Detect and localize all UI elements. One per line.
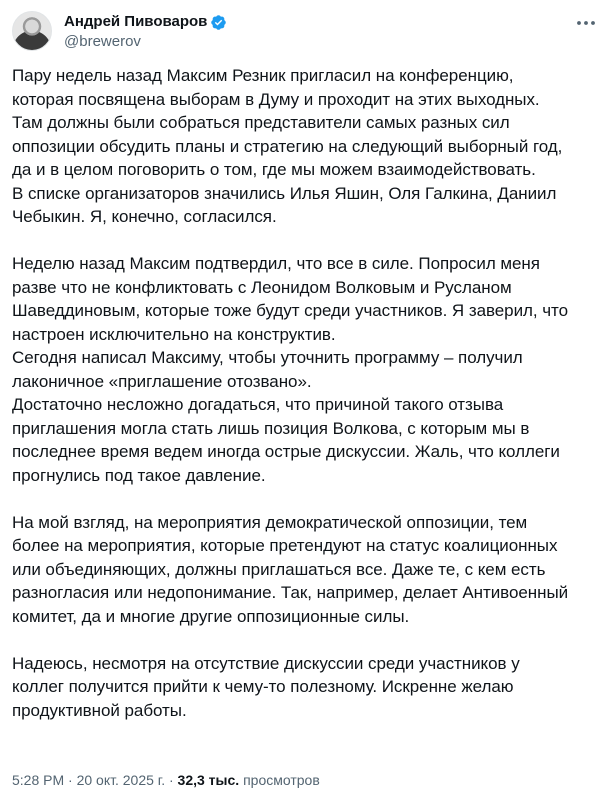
text-line: более на мероприятия, которые претендуют на статус коалиционных xyxy=(12,536,558,555)
text-line: На мой взгляд, на мероприятия демократической оппозиции, тем xyxy=(12,512,528,532)
post-text xyxy=(12,64,602,722)
text-line: лаконичное «приглашение отозвано». xyxy=(12,371,312,391)
meta-separator: · xyxy=(64,772,77,788)
text-line: Надеюсь, несмотря на отсутствие дискуссии среди участников у xyxy=(12,653,520,673)
text-line: Достаточно несложно догадаться, что причиной такого отзыва xyxy=(12,395,504,414)
paragraph-4 xyxy=(12,652,602,723)
post-header xyxy=(12,11,599,55)
post-time[interactable]: 5:28 PM xyxy=(12,772,65,788)
text-line: приглашения могла стать лишь позиция Волкова, с которым мы в xyxy=(12,418,530,438)
text-line: Неделю назад Максим подтвердил, что все в силе. Попросил меня xyxy=(12,254,540,273)
text-line: Сегодня написал Максиму, чтобы уточнить программу – получил xyxy=(12,348,523,367)
paragraph-1 xyxy=(12,64,602,229)
paragraph-2 xyxy=(12,252,602,487)
views-label: просмотров xyxy=(239,772,320,788)
text-line: Там должны были собраться представители самых разных сил xyxy=(12,113,510,132)
text-line: комитет, да и многие другие оппозиционные силы. xyxy=(12,606,410,626)
post-meta xyxy=(12,770,320,790)
meta-separator: · xyxy=(165,772,178,788)
text-line: Шаведдиновым, которые тоже будут среди участников. Я заверил, что xyxy=(12,301,568,320)
text-line: которая посвящена выборам в Думу и проходит на этих выходных. xyxy=(12,89,540,109)
text-line: или объединяющих, должны приглашаться все. Даже те, с кем есть xyxy=(12,559,546,579)
views-count[interactable]: 32,3 тыс. xyxy=(177,772,240,788)
display-name-row xyxy=(64,12,227,32)
text-line: коллег получится прийти к чему-то полезному. Искренне желаю xyxy=(12,677,514,696)
verified-badge-icon[interactable] xyxy=(210,14,227,31)
text-line: разве что не конфликтовать с Леонидом Волковым и Русланом xyxy=(12,277,512,297)
paragraph-3 xyxy=(12,511,602,629)
display-name[interactable]: Андрей Пивоваров xyxy=(64,13,208,30)
text-line: оппозиции обсудить планы и стратегию на следующий выборный год, xyxy=(12,136,563,156)
paragraph-gap xyxy=(12,487,602,511)
author-handle[interactable]: @brewerov xyxy=(64,33,141,50)
paragraph-gap xyxy=(12,628,602,652)
text-line: продуктивной работы. xyxy=(12,700,187,720)
post-date[interactable]: 20 окт. 2025 г. xyxy=(76,772,166,788)
text-line: последнее время ведем иногда острые дискуссии. Жаль, что коллеги xyxy=(12,442,560,461)
text-line: разногласия или недопонимание. Так, например, делает Антивоенный xyxy=(12,583,569,602)
more-dots-icon[interactable] xyxy=(575,15,597,31)
author-block xyxy=(64,12,227,52)
text-line: Чебыкин. Я, конечно, согласился. xyxy=(12,207,277,226)
text-line: настроен исключительно на конструктив. xyxy=(12,324,336,344)
text-line: Пару недель назад Максим Резник пригласил на конференцию, xyxy=(12,66,514,85)
text-line: прогнулись под такое давление. xyxy=(12,465,266,485)
text-line: В списке организаторов значились Илья Яшин, Оля Галкина, Даниил xyxy=(12,183,557,203)
paragraph-gap xyxy=(12,229,602,253)
text-line: да и в целом поговорить о том, где мы можем взаимодействовать. xyxy=(12,160,536,179)
avatar[interactable] xyxy=(12,11,52,51)
